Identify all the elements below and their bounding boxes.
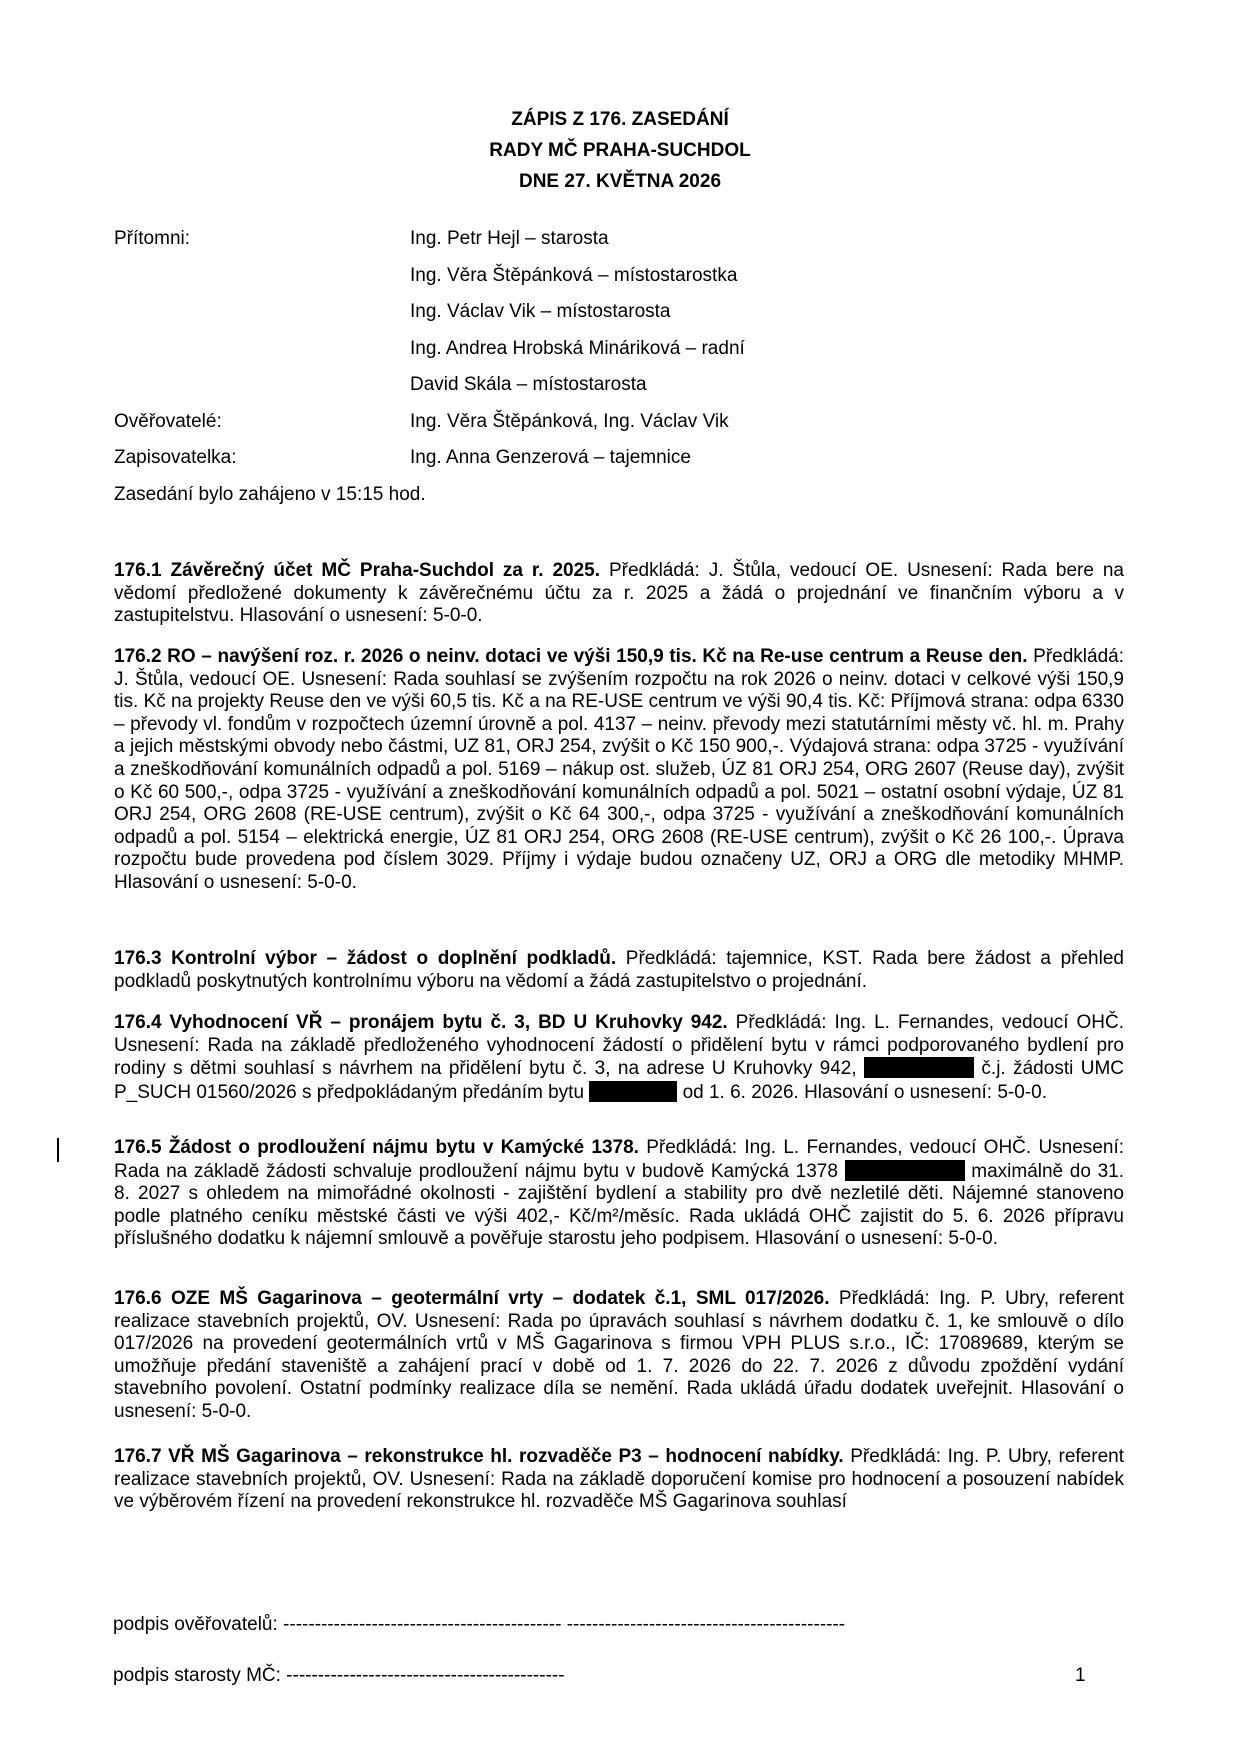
verifiers-value: Ing. Věra Štěpánková, Ing. Václav Vik	[410, 410, 729, 432]
attendance-row	[114, 265, 1124, 302]
agenda-item-176-3	[114, 948, 1124, 993]
item-text: Předkládá: J. Štůla, vedoucí OE. Usnesení: Rada souhlasí se zvýšením rozpočtu na rok 2026 o neinv. dotaci v celkové výši 150,9 tis. Kč na projekty Reuse den ve výši 60,5 tis. Kč a na RE-USE centrum ve výši 90,4 tis. Kč: Příjmová strana: odpa 6330 – převody vl. fondům v rozpočtech územní úrovně a pol. 4137 – neinv. převody mezi statutárními městy vč. hl. m. Prahy a jejich městskými obvody nebo částmi, UZ 81, ORJ 254, zvýšit o Kč 150 900,-. Výdajová strana: odpa 3725 - využívání a zneškodňování komunálních odpadů a pol. 5169 – nákup ost. služeb, ÚZ 81 ORJ 254, ORG 2607 (Reuse day), zvýšit o Kč 60 500,-, odpa 3725 - využívání a zneškodňování komunálních odpadů a pol. 5021 – ostatní osobní výdaje, ÚZ 81 ORJ 254, ORG 2608 (RE-USE centrum), zvýšit o Kč 64 300,-, odpa 3725 - využívání a zneškodňování komunálních odpadů a pol. 5154 – elektrická energie, ÚZ 81 ORJ 254, ORG 2608 (RE-USE centrum), zvýšit o Kč 26 100,-. Úprava rozpočtu bude provedena pod číslem 3029. Příjmy i výdaje budou označeny UZ, ORJ a ORG dle metodiky MHMP. Hlasování o usnesení: 5-0-0.	[114, 646, 1124, 893]
recorder-label: Zapisovatelka:	[114, 447, 237, 468]
attendance-row	[114, 484, 1124, 521]
item-text: Předkládá: Ing. P. Ubry, referent realizace stavebních projektů, OV. Usnesení: Rada na základě doporučení komise pro hodnocení a posouzení nabídek ve výběrovém řízení na provedení rekonstrukce hl. rozvaděče MŠ Gagarinova souhlasí	[114, 1446, 1124, 1513]
agenda-item-176-5	[114, 1137, 1124, 1251]
attendance-block	[114, 228, 1124, 520]
present-member: Ing. Andrea Hrobská Mináriková – radní	[410, 337, 745, 359]
item-heading: 176.6 OZE MŠ Gagarinova – geotermální vrty – dodatek č.1, SML 017/2026.	[114, 1288, 830, 1309]
item-heading: 176.4 Vyhodnocení VŘ – pronájem bytu č. 3, BD U Kruhovky 942.	[114, 1012, 728, 1033]
item-heading: 176.5 Žádost o prodloužení nájmu bytu v Kamýcké 1378.	[114, 1137, 639, 1158]
item-text: Předkládá: tajemnice, KST. Rada bere žádost a přehled podkladů poskytnutých kontrolnímu výboru na vědomí a žádá zastupitelstvo o projednání.	[114, 948, 1124, 992]
redaction-block	[845, 1160, 965, 1181]
mayor-signature-line: podpis starosty MČ: --------------------------------------------	[113, 1665, 565, 1686]
agenda-item-176-6	[114, 1288, 1124, 1424]
item-text: Předkládá: Ing. L. Fernandes, vedoucí OHČ. Usnesení: Rada na základě žádosti schvaluje prodloužení nájmu bytu v budově Kamýcká 1378	[114, 1137, 1124, 1182]
verifiers-label: Ověřovatelé:	[114, 410, 222, 432]
attendance-row	[114, 447, 1124, 484]
page-number: 1	[1075, 1665, 1086, 1686]
session-opened: Zasedání bylo zahájeno v 15:15 hod.	[114, 483, 426, 505]
title-line-2: RADY MČ PRAHA-SUCHDOL	[489, 140, 751, 161]
item-heading: 176.7 VŘ MŠ Gagarinova – rekonstrukce hl. rozvaděče P3 – hodnocení nabídky.	[114, 1446, 844, 1467]
present-member: Ing. Věra Štěpánková – místostarostka	[410, 264, 738, 286]
verifiers-signature-line: podpis ověřovatelů: -------------------------------------------- --------------------------------------------	[113, 1614, 846, 1635]
present-member: Ing. Petr Hejl – starosta	[410, 228, 609, 249]
present-member: David Skála – místostarosta	[410, 374, 647, 395]
agenda-item-176-7	[114, 1446, 1124, 1514]
item-text: Předkládá: J. Štůla, vedoucí OE. Usnesení: Rada bere na vědomí předložené dokumenty k závěrečnému účtu za r. 2025 a žádá o projednání ve finančním výboru a v zastupitelstvu. Hlasování o usnesení: 5-0-0.	[114, 560, 1125, 627]
item-heading: 176.1 Závěrečný účet MČ Praha-Suchdol za r. 2025.	[114, 560, 601, 581]
item-heading: 176.2 RO – navýšení roz. r. 2026 o neinv. dotaci ve výši 150,9 tis. Kč na Re-use centrum a Reuse den.	[114, 646, 1028, 667]
item-text: maximálně do 31. 8. 2027 s ohledem na mimořádné okolnosti - zajištění bydlení a stability pro dvě nezletilé děti. Nájemné stanoveno podle platného ceníku městské části ve výši 402,- Kč/m²/měsíc. Rada ukládá OHČ zajistit do 5. 6. 2026 přípravu příslušného dodatku k nájemní smlouvě a pověřuje starostu jeho podpisem. Hlasování o usnesení: 5-0-0.	[114, 1160, 1124, 1250]
attendance-row	[114, 301, 1124, 338]
agenda-item-176-4	[114, 1012, 1124, 1104]
attendance-row	[114, 338, 1124, 375]
item-text: od 1. 6. 2026. Hlasování o usnesení: 5-0-0.	[677, 1081, 1047, 1103]
recorder-value: Ing. Anna Genzerová – tajemnice	[410, 447, 691, 468]
title-line-3: DNE 27. KVĚTNA 2026	[518, 171, 722, 192]
change-bar	[57, 1138, 59, 1162]
item-text: č.j. žádosti UMC P_SUCH 01560/2026 s předpokládaným předáním bytu	[114, 1058, 1124, 1103]
item-text: Předkládá: Ing. L. Fernandes, vedoucí OHČ. Usnesení: Rada na základě předloženého vyhodnocení žádostí o přidělení bytu v rámci podporovaného bydlení pro rodiny s dětmi souhlasí s návrhem na přidělení bytu č. 3, na adrese U Kruhovky 942,	[114, 1012, 1124, 1080]
item-text: Předkládá: Ing. P. Ubry, referent realizace stavebních projektů, OV. Usnesení: Rada po úpravách souhlasí s návrhem dodatku č. 1, ke smlouvě o dílo 017/2026 na provedení geotermálních vrtů v MŠ Gagarinova s firmou VPH PLUS s.r.o., IČ: 17089689, kterým se umožňuje předání staveniště a zahájení prací v době od 1. 7. 2026 do 22. 7. 2026 z důvodu zpoždění vydání stavebního povolení. Ostatní podmínky realizace díla se nemění. Rada ukládá úřadu dodatek uveřejnit. Hlasování o usnesení: 5-0-0.	[114, 1288, 1124, 1422]
redaction-block	[589, 1081, 677, 1102]
attendance-row	[114, 411, 1124, 448]
present-label: Přítomni:	[114, 228, 191, 249]
document-title	[0, 104, 1240, 197]
attendance-row	[114, 228, 1124, 265]
attendance-row	[114, 374, 1124, 411]
present-member: Ing. Václav Vik – místostarosta	[410, 301, 671, 322]
redaction-block	[864, 1057, 974, 1078]
item-heading: 176.3 Kontrolní výbor – žádost o doplnění podkladů.	[114, 948, 617, 969]
agenda-item-176-2	[114, 646, 1124, 895]
agenda-item-176-1	[114, 560, 1124, 628]
title-line-1: ZÁPIS Z 176. ZASEDÁNÍ	[511, 109, 729, 130]
